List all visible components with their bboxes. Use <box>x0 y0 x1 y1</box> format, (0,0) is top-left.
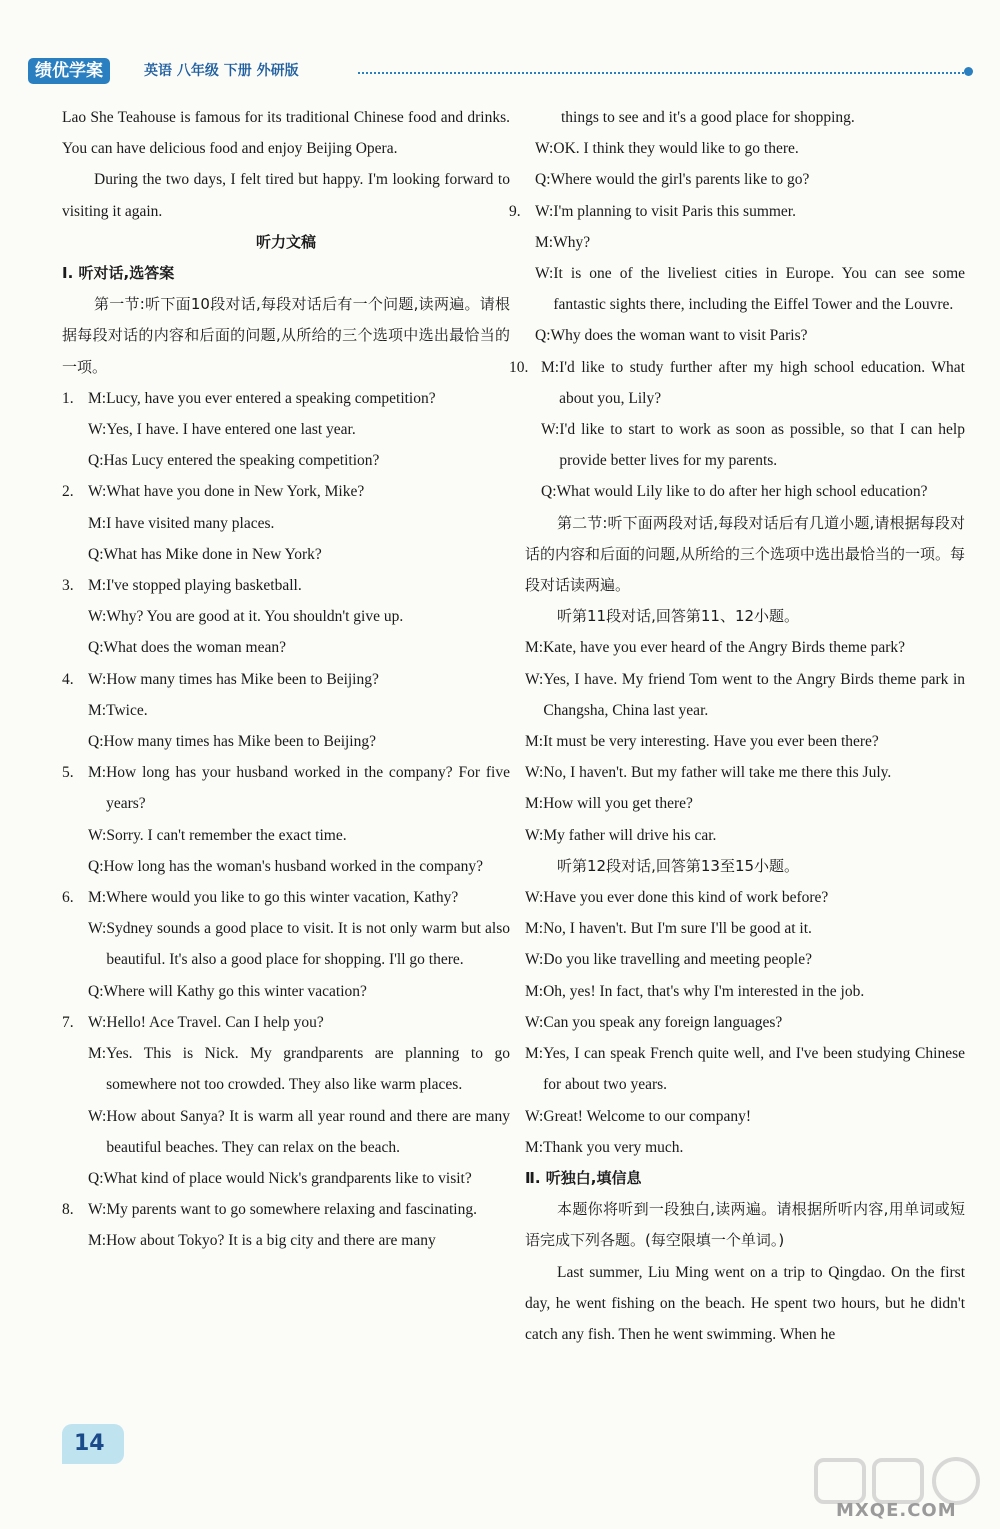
speaker: W: <box>525 1107 544 1125</box>
speaker: M: <box>525 733 544 751</box>
book-logo: 绩优学案 <box>28 58 110 84</box>
speaker: W: <box>88 1201 107 1219</box>
question-text: How many times has Mike been to Beijing? <box>103 733 376 751</box>
speaker: W: <box>88 1107 107 1125</box>
question-text: Where will Kathy go this winter vacation? <box>103 982 367 1000</box>
right-column <box>509 102 965 1350</box>
question-label: Q: <box>88 733 104 751</box>
dialogue-1 <box>62 383 510 477</box>
line-text: Sydney sounds a good place to visit. It is not only warm but also beautiful. It's also a good place for shopping. I'll go there. <box>106 920 510 969</box>
item-number: 1. <box>62 389 74 407</box>
question-label: Q: <box>88 1169 104 1187</box>
line-text: Yes, I can speak French quite well, and I've been studying Chinese for about two years. <box>543 1045 965 1094</box>
speaker: M: <box>525 982 544 1000</box>
line-text: I have visited many places. <box>106 514 275 532</box>
speaker: W: <box>525 670 544 688</box>
dialogue-10 <box>509 352 965 508</box>
speaker: M: <box>88 577 107 595</box>
line-text: I'd like to start to work as soon as possible, so that I can help provide better lives for my parents. <box>559 421 965 470</box>
dialogue-5 <box>62 757 510 882</box>
speaker: M: <box>88 514 107 532</box>
line-text: How about Sanya? It is warm all year round and there are many beautiful beaches. They can relax on the beach. <box>106 1107 510 1156</box>
question-text: What kind of place would Nick's grandparents like to visit? <box>103 1169 472 1187</box>
part2-title: Ⅱ. 听独白,填信息 <box>525 1168 642 1187</box>
line-text: Kate, have you ever heard of the Angry Birds theme park? <box>543 639 906 657</box>
book-subtitle: 英语 八年级 下册 外研版 <box>144 63 299 79</box>
question-label: Q: <box>88 857 104 875</box>
speaker: M: <box>525 1138 544 1156</box>
line-text: It must be very interesting. Have you ever been there? <box>543 733 879 751</box>
line-text: It is one of the liveliest cities in Europe. You can see some fantastic sights there, including the Eiffel Tower and the Louvre. <box>553 265 965 314</box>
conversation-11 <box>525 632 965 850</box>
part2-instructions: 本题你将听到一段独白,读两遍。请根据所听内容,用单词或短语完成下列各题。(每空限填一个单词。) <box>525 1200 965 1250</box>
line-text: How about Tokyo? It is a big city and there are many <box>106 1232 436 1250</box>
line-text: Great! Welcome to our company! <box>543 1107 752 1125</box>
question-label: Q: <box>535 171 551 189</box>
line-text: things to see and it's a good place for shopping. <box>561 109 855 126</box>
line-text: My parents want to go somewhere relaxing and fascinating. <box>106 1201 477 1219</box>
speaker: W: <box>535 140 554 158</box>
item-number: 10. <box>509 358 529 376</box>
line-text: Where would you like to go this winter vacation, Kathy? <box>106 889 459 907</box>
intro-paragraph-2: During the two days, I felt tired but happy. I'm looking forward to visiting it again. <box>62 171 510 220</box>
item-number: 2. <box>62 483 74 501</box>
conversation-11-heading: 听第11段对话,回答第11、12小题。 <box>557 607 800 626</box>
conversation-12 <box>525 882 965 1163</box>
left-column <box>62 102 510 1257</box>
speaker: M: <box>88 1232 107 1250</box>
speaker: W: <box>88 920 107 938</box>
line-text: No, I haven't. But I'm sure I'll be good at it. <box>543 920 812 938</box>
speaker: M: <box>525 920 544 938</box>
item-number: 8. <box>62 1201 74 1219</box>
line-text: Why? <box>553 233 591 251</box>
dialogue-7 <box>62 1007 510 1194</box>
speaker: M: <box>525 795 544 813</box>
header-dot-icon <box>964 67 973 76</box>
item-number: 7. <box>62 1013 74 1031</box>
line-text: I've stopped playing basketball. <box>106 577 302 595</box>
question-label: Q: <box>541 483 557 501</box>
dialogue-3 <box>62 570 510 664</box>
intro-paragraph-1: Lao She Teahouse is famous for its traditional Chinese food and drinks. You can have delicious food and enjoy Beijing Opera. <box>62 109 510 158</box>
speaker: W: <box>525 826 544 844</box>
item-number: 3. <box>62 577 74 595</box>
speaker: W: <box>88 608 107 626</box>
speaker: W: <box>88 670 107 688</box>
question-text: Where would the girl's parents like to go? <box>550 171 810 189</box>
question-label: Q: <box>88 545 104 563</box>
speaker: M: <box>88 889 107 907</box>
line-text: No, I haven't. But my father will take me there this July. <box>543 764 892 782</box>
line-text: How many times has Mike been to Beijing? <box>106 670 379 688</box>
question-label: Q: <box>88 452 104 470</box>
line-text: Can you speak any foreign languages? <box>543 1013 783 1031</box>
part1-section2-instructions: 第二节:听下面两段对话,每段对话后有几道小题,请根据每段对话的内容和后面的问题,从所给的三个选项中选出最恰当的一项。每段对话读两遍。 <box>525 513 965 595</box>
conversation-12-heading: 听第12段对话,回答第13至15小题。 <box>557 856 800 875</box>
line-text: Hello! Ace Travel. Can I help you? <box>106 1013 324 1031</box>
item-number: 5. <box>62 764 74 782</box>
question-text: Why does the woman want to visit Paris? <box>550 327 808 345</box>
line-text: Sorry. I can't remember the exact time. <box>106 826 347 844</box>
speaker: W: <box>525 764 544 782</box>
header-dotted-rule <box>358 72 968 74</box>
item-number: 9. <box>509 202 521 220</box>
speaker: M: <box>88 701 107 719</box>
line-text: Yes, I have. My friend Tom went to the Angry Birds theme park in Changsha, China last year. <box>543 670 965 719</box>
line-text: Thank you very much. <box>543 1138 684 1156</box>
speaker: W: <box>535 265 554 283</box>
item-number: 6. <box>62 889 74 907</box>
item-number: 4. <box>62 670 74 688</box>
line-text: Yes, I have. I have entered one last year. <box>106 421 356 439</box>
question-text: What has Mike done in New York? <box>103 545 322 563</box>
line-text: What have you done in New York, Mike? <box>106 483 365 501</box>
line-text: Have you ever done this kind of work before? <box>543 889 829 907</box>
speaker: W: <box>525 889 544 907</box>
watermark-text: MXQE.COM <box>836 1500 957 1521</box>
line-text: Lucy, have you ever entered a speaking competition? <box>106 389 436 407</box>
page-header <box>28 54 978 88</box>
speaker: M: <box>88 389 107 407</box>
question-text: Has Lucy entered the speaking competition? <box>103 452 380 470</box>
question-text: What does the woman mean? <box>103 639 286 657</box>
question-text: How long has the woman's husband worked in the company? <box>103 857 483 875</box>
dialogue-8 <box>62 1194 510 1256</box>
question-label: Q: <box>88 639 104 657</box>
section-heading: 听力文稿 <box>255 232 316 251</box>
line-text: I'm planning to visit Paris this summer. <box>553 202 796 220</box>
dialogue-2 <box>62 476 510 570</box>
speaker: W: <box>88 421 107 439</box>
page-number: 14 <box>62 1424 124 1464</box>
speaker: W: <box>535 202 554 220</box>
speaker: M: <box>88 1045 107 1063</box>
speaker: W: <box>88 1013 107 1031</box>
line-text: Do you like travelling and meeting people? <box>543 951 812 969</box>
question-label: Q: <box>535 327 551 345</box>
speaker: M: <box>541 358 560 376</box>
speaker: M: <box>525 1045 544 1063</box>
line-text: Oh, yes! In fact, that's why I'm interested in the job. <box>543 982 865 1000</box>
speaker: W: <box>88 826 107 844</box>
speaker: M: <box>88 764 107 782</box>
line-text: Yes. This is Nick. My grandparents are planning to go somewhere not too crowded. They also like warm places. <box>106 1045 510 1094</box>
line-text: How will you get there? <box>543 795 693 813</box>
part1-instructions: 第一节:听下面10段对话,每段对话后有一个问题,读两遍。请根据每段对话的内容和后面的问题,从所给的三个选项中选出最恰当的一项。 <box>62 295 510 376</box>
speaker: W: <box>88 483 107 501</box>
dialogue-4 <box>62 664 510 758</box>
line-text: OK. I think they would like to go there. <box>553 140 799 158</box>
line-text: Why? You are good at it. You shouldn't give up. <box>106 608 404 626</box>
question-label: Q: <box>88 982 104 1000</box>
monologue-text: Last summer, Liu Ming went on a trip to Qingdao. On the first day, he went fishing on the beach. He spent two hours, but he didn't catch any fish. Then he went swimming. When he <box>525 1263 965 1343</box>
speaker: W: <box>525 1013 544 1031</box>
dialogue-9 <box>509 196 965 352</box>
line-text: Twice. <box>106 701 148 719</box>
speaker: M: <box>525 639 544 657</box>
speaker: M: <box>535 233 554 251</box>
line-text: My father will drive his car. <box>543 826 717 844</box>
dialogue-6 <box>62 882 510 1007</box>
question-text: What would Lily like to do after her high school education? <box>556 483 928 501</box>
part1-title: Ⅰ. 听对话,选答案 <box>62 264 175 283</box>
line-text: I'd like to study further after my high school education. What about you, Lily? <box>559 358 965 407</box>
speaker: W: <box>541 421 560 439</box>
speaker: W: <box>525 951 544 969</box>
line-text: How long has your husband worked in the company? For five years? <box>106 764 510 813</box>
